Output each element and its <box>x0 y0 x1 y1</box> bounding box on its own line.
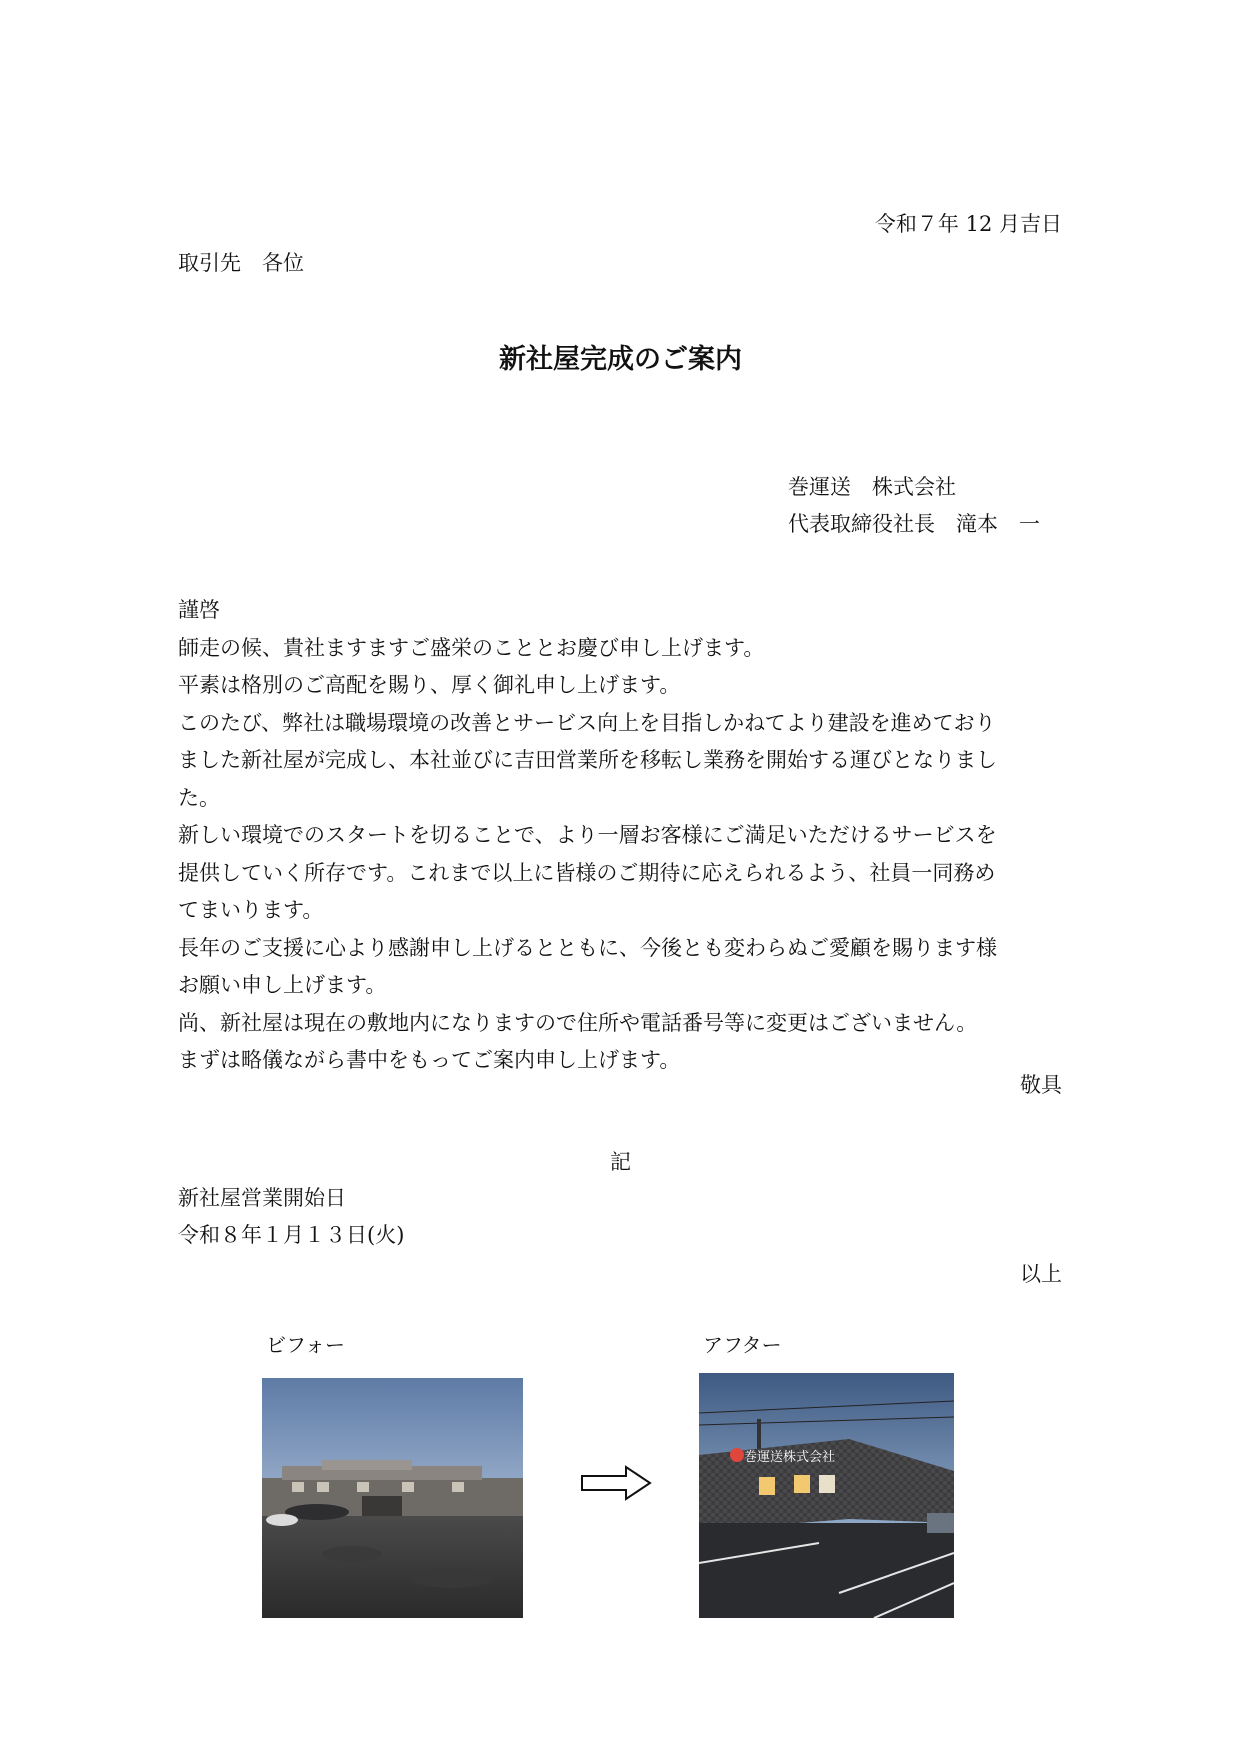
body-line: このたび、弊社は職場環境の改善とサービス向上を目指しかねてより建設を進めており <box>178 710 996 735</box>
after-photo <box>699 1373 954 1618</box>
sender-company: 巻運送 株式会社 <box>788 475 956 499</box>
ijo-end-mark: 以上 <box>1020 1262 1062 1286</box>
before-photo <box>262 1378 523 1618</box>
ki-heading: 記 <box>610 1150 631 1174</box>
body-line: お願い申し上げます。 <box>178 973 387 997</box>
body-line: 提供していく所存です。これまで以上に皆様のご期待に応えられるよう、社員一同務め <box>178 860 996 885</box>
body-line: まずは略儀ながら書中をもってご案内申し上げます。 <box>178 1048 681 1072</box>
start-label: 新社屋営業開始日 <box>178 1186 346 1210</box>
letter-body <box>178 592 1058 1080</box>
before-label: ビフォー <box>266 1333 345 1357</box>
after-label: アフター <box>703 1333 782 1357</box>
body-line: 師走の候、貴社ますますご盛栄のこととお慶び申し上げます。 <box>178 635 765 660</box>
body-line: てまいります。 <box>178 898 324 922</box>
body-line: 平素は格別のご高配を賜り、厚く御礼申し上げます。 <box>178 673 681 697</box>
sign-text: 巻運送株式会社 <box>744 1450 836 1465</box>
body-line: 新しい環境でのスタートを切ることで、より一層お客様にご満足いただけるサービスを <box>178 823 997 847</box>
right-arrow-icon <box>580 1465 652 1501</box>
body-line: 尚、新社屋は現在の敷地内になりますので住所や電話番号等に変更はございません。 <box>178 1010 978 1035</box>
sender-president: 代表取締役社長 滝本 一 <box>788 512 1040 536</box>
closing-keigu: 敬具 <box>1020 1073 1062 1097</box>
document-date: 令和７年 12 月吉日 <box>874 212 1062 236</box>
start-date: 令和８年１月１３日(火) <box>178 1223 405 1247</box>
recipient: 取引先 各位 <box>178 251 304 275</box>
body-line: 長年のご支援に心より感謝申し上げるとともに、今後とも変わらぬご愛顧を賜ります様 <box>178 935 997 960</box>
body-line: 謹啓 <box>178 598 220 622</box>
body-line: ました新社屋が完成し、本社並びに吉田営業所を移転し業務を開始する運びとなりまし <box>178 748 997 772</box>
body-line: た。 <box>178 785 220 810</box>
document-title: 新社屋完成のご案内 <box>499 344 742 375</box>
